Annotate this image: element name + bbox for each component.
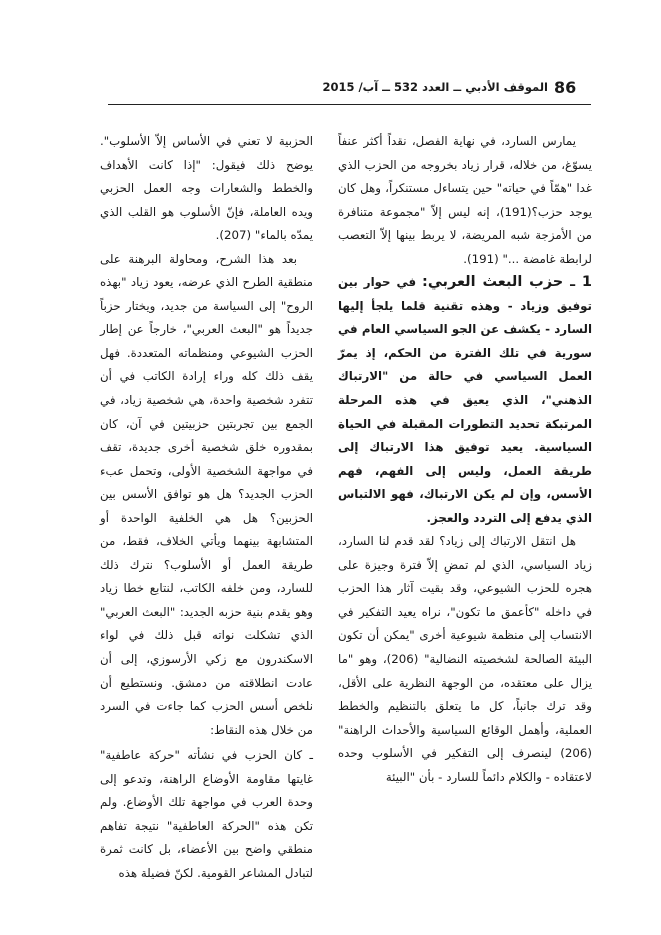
bullet-item: ـ كان الحزب في نشأته "حركة عاطفية" غايتها مقاومة الأوضاع الراهنة، وتدعو إلى وحدة العرب في مواجهة تلك الأوضاع. ولم تكن هذه "الحركة العاطفية" نتيجة تفاهم منطقي واضح بين الأعضاء، بل كانت ثمرة لتبادل المشاعر القومية. لكنّ فضيلة هذه: [100, 748, 313, 880]
page-number: 86: [554, 78, 577, 97]
right-column: [338, 130, 592, 789]
running-head: الموقف الأدبي ــ العدد 532 ــ آب/ 2015: [322, 80, 548, 94]
paragraph: يمارس السارد، في نهاية الفصل، نقداً أكثر عنفاً يسوّغ، من خلاله، قرار زياد بخروجه من الحزب الذي غدا "همّاً في حياته" حين يتساءل مستنكراً، وهل كان يوجد حزب؟(191)، إنه ليس إلاّ "مجموعة متنافرة من الأمزجة شبه المريضة، لا يربط بينها إلاّ التعصب لرابطة غامضة ..." (191).: [338, 134, 592, 266]
paragraph: في حوار بين توفيق وزياد - وهذه تقنية قلما يلجأ إليها السارد - يكشف عن الجو السياسي العام في سورية في تلك الفترة من الحكم، إذ يمرّ العمل السياسي في حالة من "الارتباك الذهني"، الذي يعيق في هذه المرحلة المرتبكة تحديد التطورات المقبلة في الحياة السياسية. يعيد توفيق هذا الارتباك إلى طريقة العمل، وليس إلى الفهم، فهم الأسس، وإن لم يكن الارتباك، فهو الالتباس الذي يدفع إلى التردد والعجز.: [338, 275, 592, 525]
section-title: 1 ـ حزب البعث العربي:: [422, 274, 593, 291]
paragraph: الحزبية لا تعني في الأساس إلاّ الأسلوب". يوضح ذلك فيقول: "إذا كانت الأهداف والخطط والشعارات وجه العمل الحزبي ويده العاملة، فإنّ الأسلوب هو القلب الذي يمدّه بالماء" (207).: [100, 134, 313, 243]
section-paragraph: [338, 271, 592, 530]
paragraph: هل انتقل الارتباك إلى زياد؟ لقد قدم لنا السارد، زياد السياسي، الذي لم تمضِ إلاّ فترة وجيزة على هجره للحزب الشيوعي، وقد بقيت آثار هذا الحزب في داخله "كأعمق ما تكون"، نراه يعيد التفكير في الانتساب إلى منظمة شيوعية أخرى "يمكن أن تكون البيئة الصالحة لشخصيته النضالية" (206)، وهو "ما يزال على معتقده، من الوجهة النظرية على الأقل، وقد ترك جانباً، كل ما يتعلق بالتنظيم والخطط العملية، وأهمل الوقائع السياسية والأحداث الراهنة" (206) لينصرف إلى التفكير في الأسلوب وحده لاعتقاده - والكلام دائماً للسارد - بأن "البيئة: [338, 534, 593, 784]
paragraph: بعد هذا الشرح، ومحاولة البرهنة على منطقية الطرح الذي عرضه، يعود زياد "بهذه الروح" إلى السياسة من جديد، ويختار حزباً جديداً هو "البعث العربي"، خارجاً عن إطار الحزب الشيوعي ومنظماته المتعددة. فهل يقف ذلك كله وراء إرادة الكاتب في أن تتفرد شخصية واحدة، هي شخصية زياد، في الجمع بين تجربتين حزبيتين في آن، كان بمقدوره خلق شخصية أخرى جديدة، تقف في مواجهة الشخصية الأولى، وتحمل عبء الحزب الجديد؟ هل هو توافق الأسس بين الحزبين؟ هل هي الخلفية الواحدة أو المتشابهة بينهما ويأتي الخلاف، فقط، من طريقة العمل أو الأسلوب؟ نترك ذلك للسارد، ومن خلفه الكاتب، لنتابع خطا زياد وهو يقدم بنية حزبه الجديد: "البعث العربي" الذي تشكلت نواته قبل ذلك في لواء الاسكندرون مع زكي الأرسوزي، إلى أن عادت انطلاقته من دمشق. ونستطيع أن نلخص أسس الحزب كما جاءت في السرد من خلال هذه النقاط:: [100, 251, 313, 737]
left-column: [100, 130, 313, 886]
